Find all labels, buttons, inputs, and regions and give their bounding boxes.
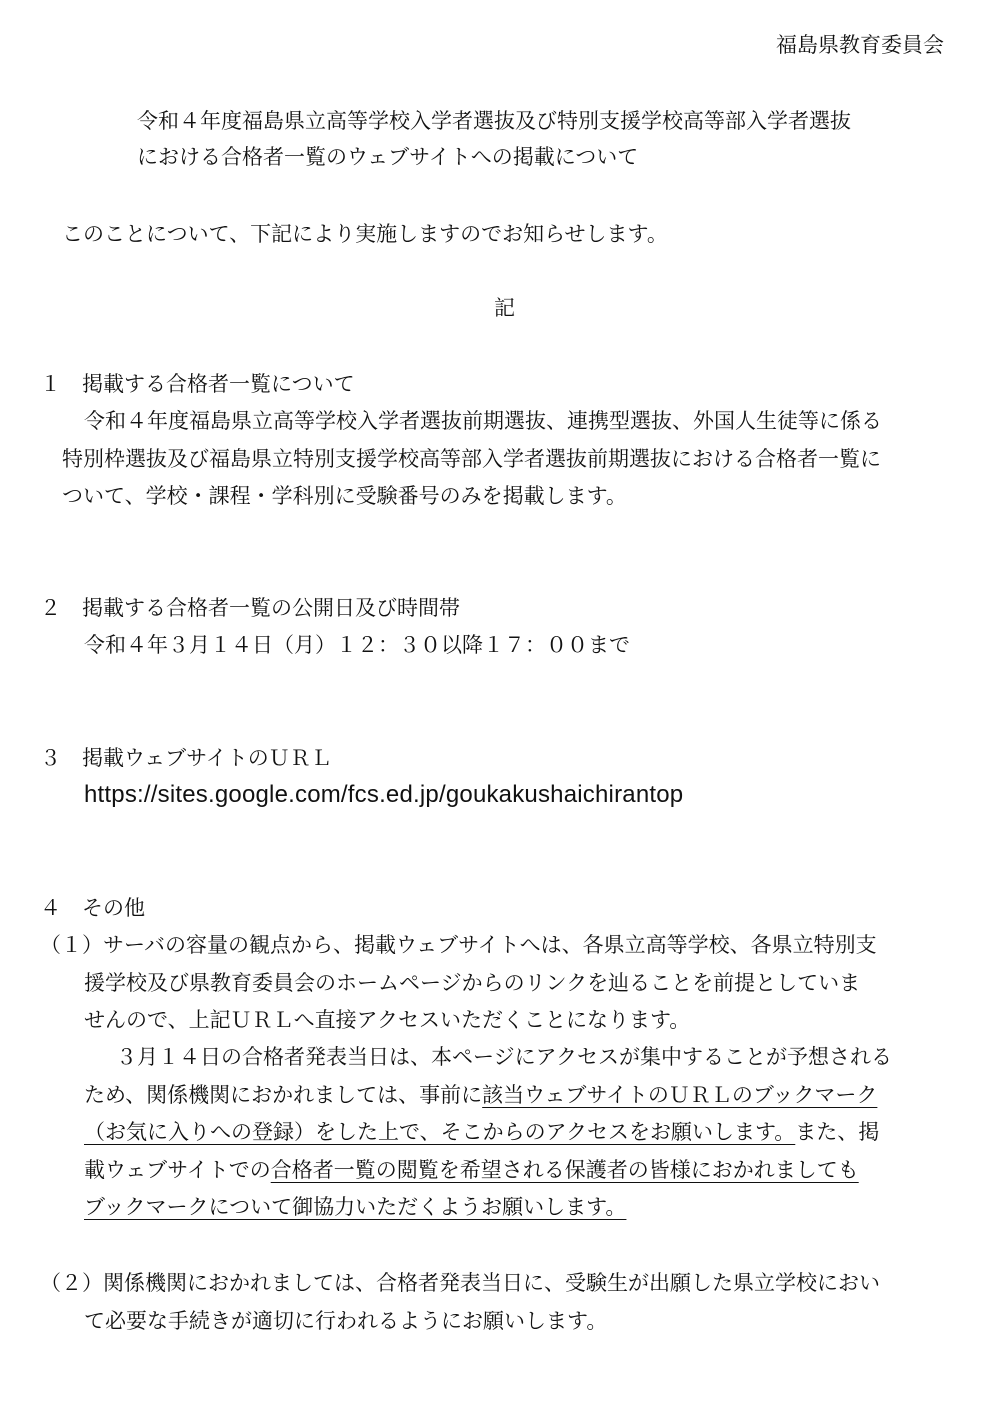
website-url: https://sites.google.com/fcs.ed.jp/goukakushaichirantop: [84, 781, 684, 808]
underlined-text: ブックマークについて御協力いただくようお願いします。: [84, 1195, 627, 1219]
section-1-body-line: ついて、学校・課程・学科別に受験番号のみを掲載します。: [62, 484, 627, 508]
item-1-line: [84, 1117, 879, 1147]
section-4-heading: ４ その他: [40, 896, 145, 920]
section-1-heading: １ 掲載する合格者一覧について: [40, 372, 355, 396]
item-1-line: [84, 1155, 859, 1185]
item-2-line: て必要な手続きが適切に行われるようにお願いします。: [84, 1309, 608, 1333]
plain-text: ため、関係機関におかれましては、事前に: [84, 1083, 483, 1107]
intro-text: このことについて、下記により実施しますのでお知らせします。: [62, 222, 668, 246]
section-1-body-line: 特別枠選抜及び福島県立特別支援学校高等部入学者選抜前期選抜における合格者一覧に: [62, 447, 881, 471]
item-1-line: [84, 1192, 626, 1222]
document-title-line-1: 令和４年度福島県立高等学校入学者選抜及び特別支援学校高等部入学者選抜: [137, 109, 851, 133]
item-1-line: [84, 1080, 877, 1110]
section-3-heading: ３ 掲載ウェブサイトのＵＲＬ: [40, 746, 332, 770]
ki-marker: 記: [494, 296, 515, 320]
item-1-line: （１）サーバの容量の観点から、掲載ウェブサイトへは、各県立高等学校、各県立特別支: [40, 933, 877, 957]
document-title-line-2: における合格者一覧のウェブサイトへの掲載について: [137, 145, 639, 169]
underlined-text: 合格者一覧の閲覧を希望される保護者の皆様におかれましても: [270, 1158, 859, 1182]
issuer-name: 福島県教育委員会: [776, 33, 944, 57]
plain-text: また、掲: [795, 1120, 880, 1144]
item-1-line: 援学校及び県教育委員会のホームページからのリンクを辿ることを前提としていま: [84, 971, 861, 995]
section-1-body-line: 令和４年度福島県立高等学校入学者選抜前期選抜、連携型選抜、外国人生徒等に係る: [84, 409, 882, 433]
plain-text: 載ウェブサイトでの: [84, 1158, 271, 1182]
item-2-line: （２）関係機関におかれましては、合格者発表当日に、受験生が出願した県立学校におい: [40, 1271, 880, 1295]
section-2-body: 令和４年３月１４日（月）１２：３０以降１７：００まで: [84, 633, 630, 657]
underlined-text: 該当ウェブサイトのＵＲＬのブックマーク: [482, 1083, 878, 1107]
section-2-heading: ２ 掲載する合格者一覧の公開日及び時間帯: [40, 596, 460, 620]
item-1-line: ３月１４日の合格者発表当日は、本ページにアクセスが集中することが予想される: [116, 1045, 892, 1069]
underlined-text: （お気に入りへの登録）をした上で、そこからのアクセスをお願いします。: [84, 1120, 796, 1144]
item-1-line: せんので、上記ＵＲＬへ直接アクセスいただくことになります。: [84, 1008, 691, 1032]
